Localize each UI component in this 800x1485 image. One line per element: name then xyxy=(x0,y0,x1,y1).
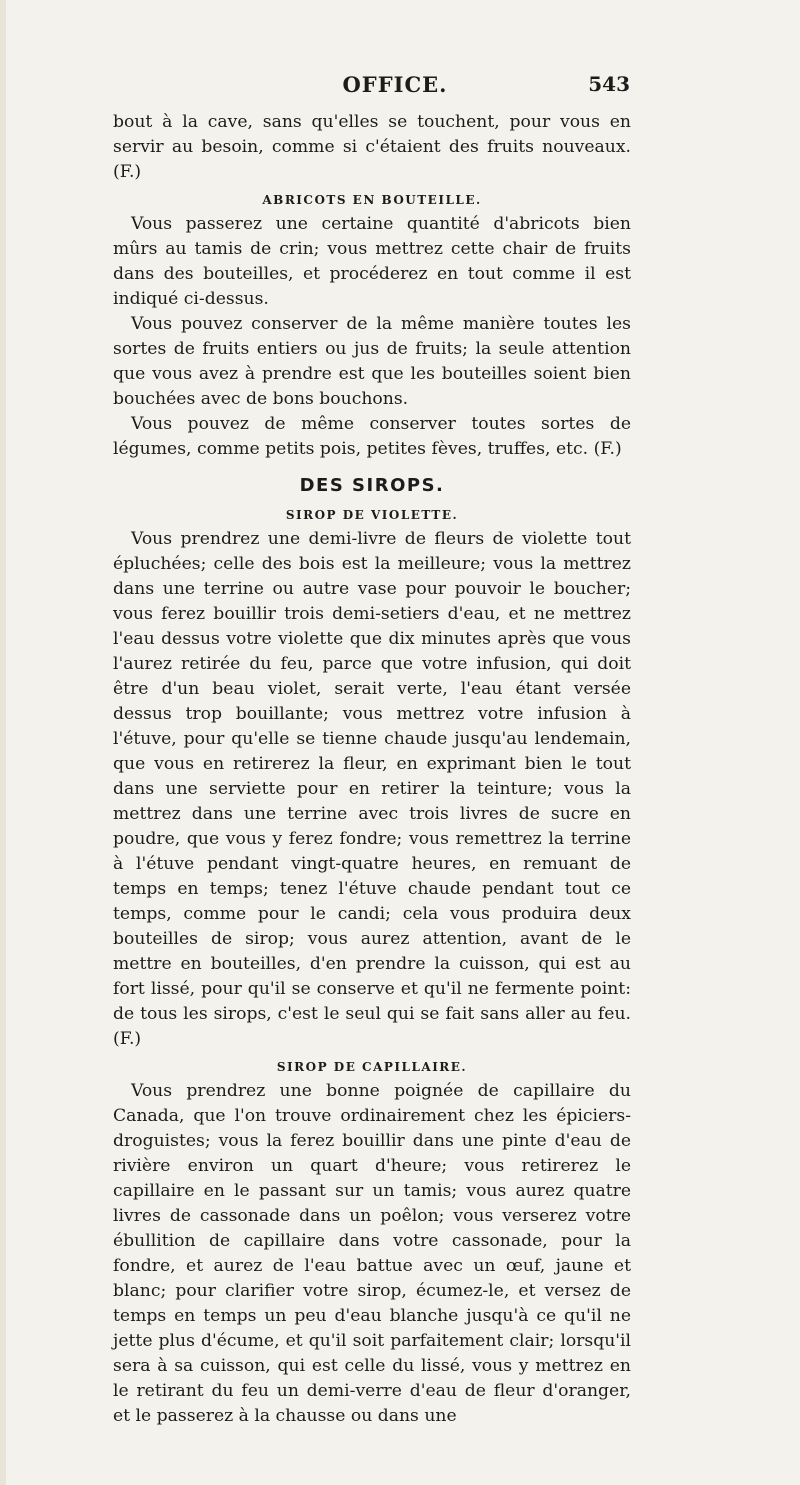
chapter-heading-sirops: DES SIROPS. xyxy=(299,475,445,496)
page-number: 543 xyxy=(588,72,630,96)
paragraph: Vous passerez une certaine quantité d'abricots bien mûrs au tamis de crin; vous mettrez cette chair de fruits dans des bouteilles, et procéderez en tout comme il est indiqué ci-dessus. xyxy=(113,214,631,309)
page-edge xyxy=(0,0,6,1485)
paragraph: bout à la cave, sans qu'elles se touchent, pour vous en servir au besoin, comme si c'étaient des fruits nouveaux. (F.) xyxy=(113,112,631,182)
paragraph: Vous prendrez une demi-livre de fleurs de violette tout épluchées; celle des bois est la meilleure; vous la mettrez dans une terrine ou autre vase pour pouvoir le boucher; vous ferez bouillir trois demi-setiers d'eau, et ne mettrez l'eau dessus votre violette que dix minutes après que vous l'aurez retirée du feu, parce que votre infusion, qui doit être d'un beau violet, serait verte, l'eau étant versée dessus trop bouillante; vous mettrez votre infusion à l'étuve, pour qu'elle se tienne chaude jusqu'au lendemain, que vous en retirerez la fleur, en exprimant bien le tout dans une serviette pour en retirer la teinture; vous la mettrez dans une terrine avec trois livres de sucre en poudre, que vous y ferez fondre; vous remettrez la terrine à l'étuve pendant vingt-quatre heures, en remuant de temps en temps; tenez l'étuve chaude pendant tout ce temps, comme pour le candi; cela vous produira deux bouteilles de sirop; vous aurez attention, avant de le mettre en bouteilles, d'en prendre la cuisson, qui est au fort lissé, pour qu'il se conserve et qu'il ne fermente point: de tous les sirops, c'est le seul qui se fait sans aller au feu. (F.) xyxy=(113,529,631,1049)
page-header xyxy=(160,72,630,98)
paragraph: Vous pouvez conserver de la même manière toutes les sortes de fruits entiers ou jus de fruits; la seule attention que vous avez à prendre est que les bouteilles soient bien bouchées avec de bons bouchons. xyxy=(113,314,631,409)
paragraph: Vous pouvez de même conserver toutes sortes de légumes, comme petits pois, petites fèves, truffes, etc. (F.) xyxy=(113,414,631,459)
section-heading-abricots: ABRICOTS EN BOUTEILLE. xyxy=(262,193,482,207)
paragraph: Vous prendrez une bonne poignée de capillaire du Canada, que l'on trouve ordinairement chez les épiciers-droguistes; vous la ferez bouillir dans une pinte d'eau de rivière environ un quart d'heure; vous retirerez le capillaire en le passant sur un tamis; vous aurez quatre livres de cassonade dans un poêlon; vous verserez votre ébullition de capillaire dans votre cassonade, pour la fondre, et aurez de l'eau battue avec un œuf, jaune et blanc; pour clarifier votre sirop, écumez-le, et versez de temps en temps un peu d'eau blanche jusqu'à ce qu'il ne jette plus d'écume, et qu'il soit parfaitement clair; lorsqu'il sera à sa cuisson, qui est celle du lissé, vous y mettrez en le retirant du feu un demi-verre d'eau de fleur d'oranger, et le passerez à la chausse ou dans une xyxy=(113,1081,631,1426)
section-heading-capillaire: SIROP DE CAPILLAIRE. xyxy=(276,1060,468,1074)
section-heading-violette: SIROP DE VIOLETTE. xyxy=(285,508,459,522)
running-title: OFFICE. xyxy=(342,72,448,97)
page-body xyxy=(113,110,631,1429)
